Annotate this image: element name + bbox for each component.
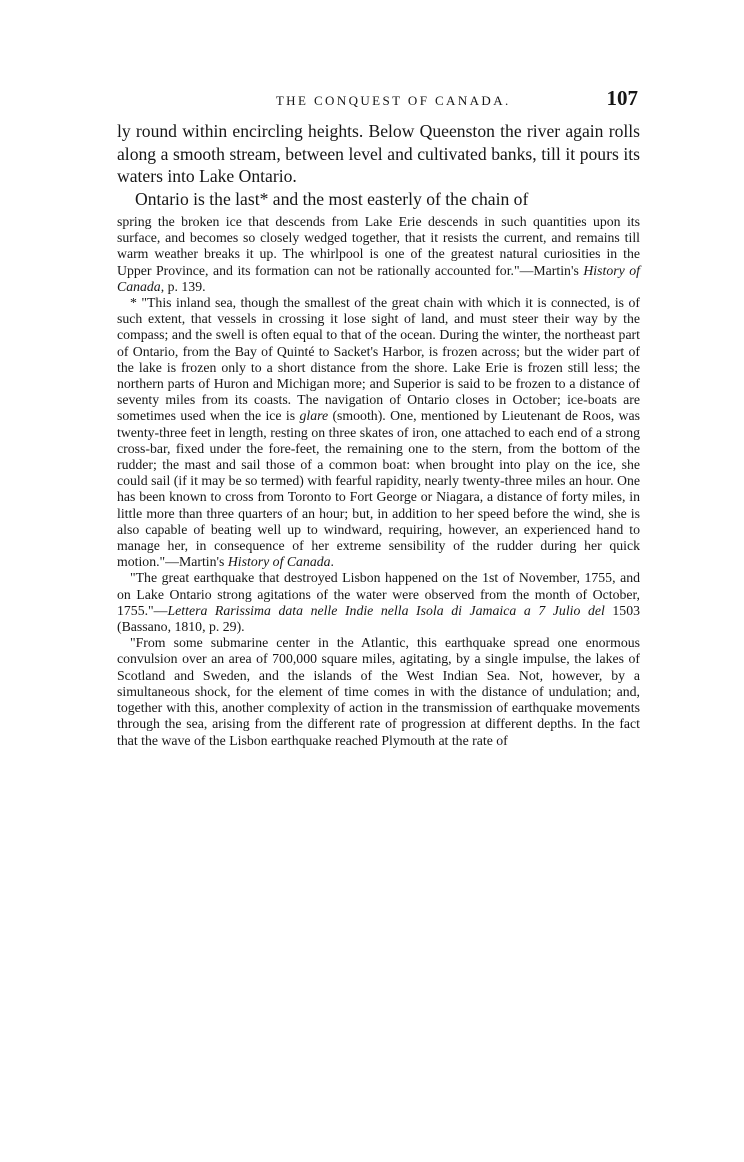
- main-paragraph: ly round within encircling heights. Below Queenston the river again rolls along a smooth stream, between level and cultivated banks, till it pours its waters into Lake Ontario.: [117, 121, 640, 187]
- main-text: [117, 120, 640, 211]
- source-title: Lettera Rarissima data nelle Indie nella Isola di Jamaica a 7 Julio del: [167, 602, 605, 618]
- footnotes: [117, 214, 640, 749]
- footnote-lisbon: "The great earthquake that destroyed Lisbon happened on the 1st of November, 1755, and on Lake Ontario strong agitations of the water were observed from the month of October, 1755."—Lettera Rarissima data nelle Indie nella Isola di Jamaica a 7 Julio del 1503 (Bassano, 1810, p. 29).: [117, 570, 640, 635]
- footnote-continuation: spring the broken ice that descends from Lake Erie descends in such quantities upon its surface, and becomes so closely wedged together, that it resists the current, and remains till warm weather breaks it up. The whirlpool is one of the greatest natural curiosities in the Upper Province, and its formation can not be rationally accounted for."—Martin's History of Canada, p. 139.: [117, 214, 640, 294]
- source-title: History of Canada: [117, 262, 640, 294]
- running-title: THE CONQUEST OF CANADA.: [275, 93, 511, 108]
- footnote-convulsion: "From some submarine center in the Atlantic, this earthquake spread one enormous convulsion over an area of 700,000 square miles, agitating, by a single impulse, the lakes of Scotland and Sweden, and the islands of the West Indian Sea. Not, however, by a simultaneous shock, for the element of time comes in with the distance of undulation; and, together with this, another complexity of action in the transmission of earthquake movements through the sea, arising from the different rate of progression at different depths. In the fact that the wave of the Lisbon earthquake reached Plymouth at the rate of: [117, 635, 640, 748]
- source-title: History of Canada: [227, 554, 331, 570]
- running-head: [120, 86, 638, 111]
- page-number: 107: [606, 86, 638, 110]
- footnote-ontario: * "This inland sea, though the smallest of the great chain with which it is connected, is of such extent, that vessels in crossing it lose sight of land, and must steer their way by the compass; and the swell is often equal to that of the ocean. During the winter, the northeast part of Ontario, from the Bay of Quinté to Sacket's Harbor, is frozen across; but the wider part of the lake is frozen only to a short distance from the shore. Lake Erie is frozen still less; the northern parts of Huron and Michigan more; and Superior is said to be frozen to a distance of seventy miles from its coasts. The navigation of Ontario closes in October; ice-boats are sometimes used when the ice is glare (smooth). One, mentioned by Lieutenant de Roos, was twenty-three feet in length, resting on three skates of iron, one attached to each end of a strong cross-bar, fixed under the fore-feet, the remaining one to the stern, from the bottom of the rudder; the mast and sail those of a common boat: when brought into play on the ice, she could sail (if it may be so termed) with fearful rapidity, nearly twenty-three miles an hour. One has been known to cross from Toronto to Fort George or Niagara, a distance of forty miles, in little more than three quarters of an hour; but, in addition to her speed before the wind, she is also capable of beating well up to windward, requiring, however, an experienced hand to manage her, in consequence of her extreme sensibility of the rudder during her quick motion."—Martin's History of Canada.: [117, 295, 641, 570]
- main-paragraph: Ontario is the last* and the most easterly of the chain of: [135, 189, 529, 210]
- glare-term: glare: [299, 408, 329, 424]
